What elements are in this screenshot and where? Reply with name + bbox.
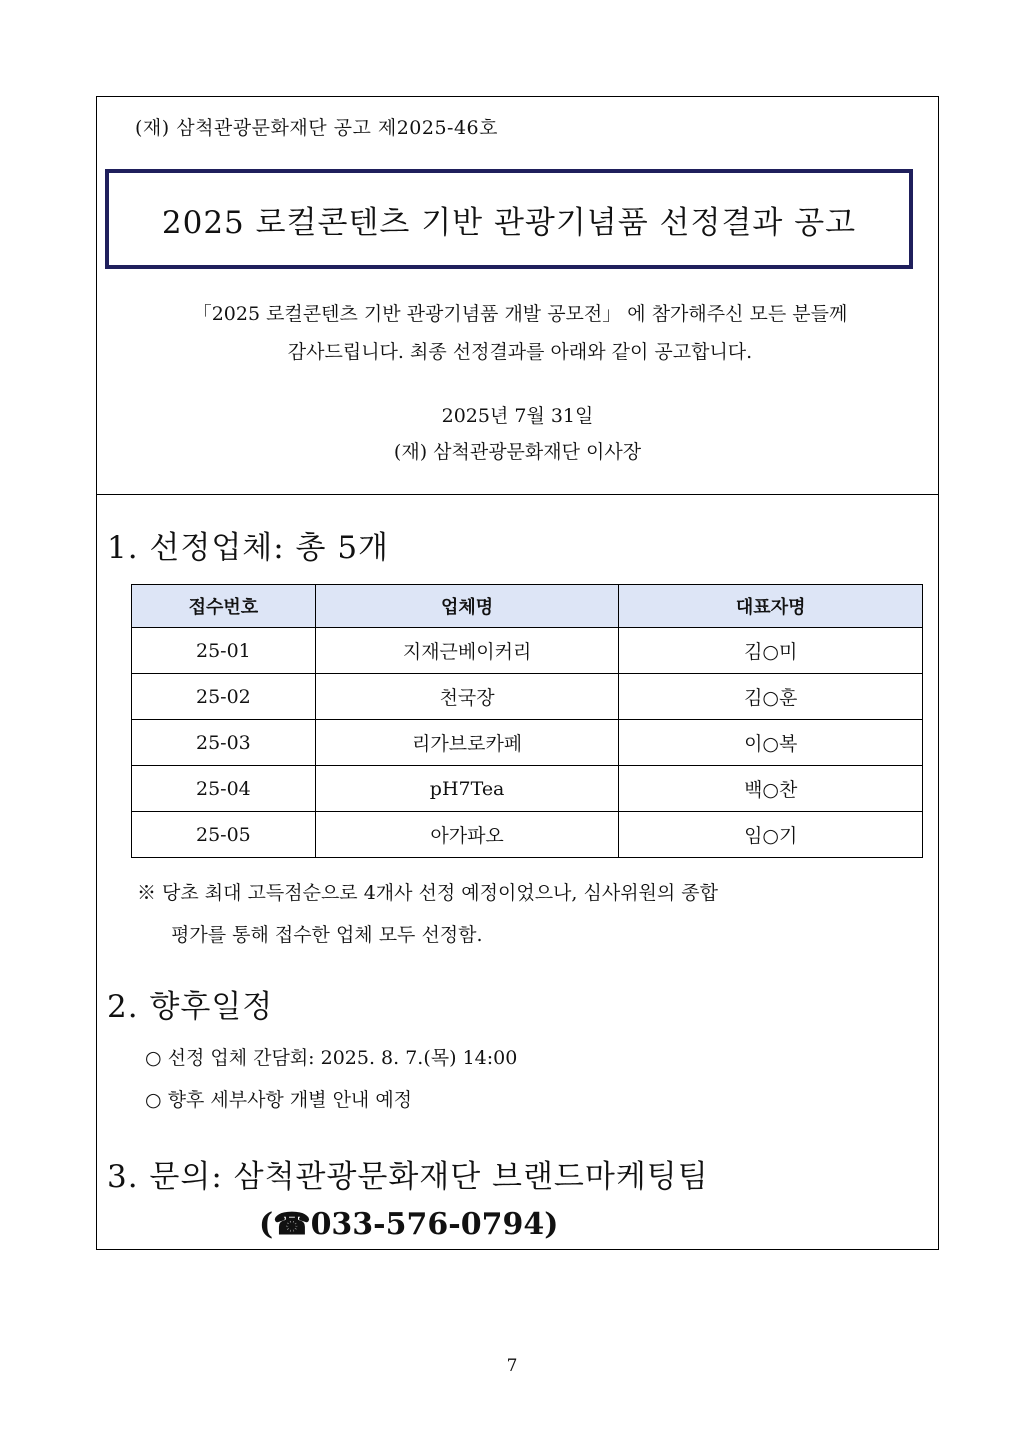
cell-representative: 김○훈 bbox=[619, 674, 923, 720]
cell-company: 아가파오 bbox=[315, 812, 619, 858]
page-title: 2025 로컬콘텐츠 기반 관광기념품 선정결과 공고 bbox=[161, 204, 857, 241]
note-line-2: 평가를 통해 접수한 업체 모두 선정함. bbox=[171, 924, 483, 946]
section1-heading: 1. 선정업체: 총 5개 bbox=[107, 530, 389, 566]
cell-representative: 이○복 bbox=[619, 720, 923, 766]
cell-representative: 임○기 bbox=[619, 812, 923, 858]
section2-heading: 2. 향후일정 bbox=[107, 989, 274, 1025]
notice-header-section bbox=[97, 97, 938, 495]
cell-receipt-no: 25-03 bbox=[132, 720, 316, 766]
column-header: 대표자명 bbox=[619, 585, 923, 628]
intro-line-1: 「2025 로컬콘텐츠 기반 관광기념품 개발 공모전」 에 참가해주신 모든 분들께 bbox=[192, 303, 848, 325]
column-header: 업체명 bbox=[315, 585, 619, 628]
cell-company: 지재근베이커리 bbox=[315, 628, 619, 674]
intro-line-2: 감사드립니다. 최종 선정결과를 아래와 같이 공고합니다. bbox=[287, 341, 753, 363]
cell-receipt-no: 25-04 bbox=[132, 766, 316, 812]
schedule-item: ○ 선정 업체 간담회: 2025. 8. 7.(목) 14:00 bbox=[145, 1047, 518, 1069]
column-header: 접수번호 bbox=[132, 585, 316, 628]
selection-note bbox=[137, 872, 917, 956]
cell-representative: 백○찬 bbox=[619, 766, 923, 812]
cell-company: pH7Tea bbox=[315, 766, 619, 812]
cell-representative: 김○미 bbox=[619, 628, 923, 674]
note-line-1: ※ 당초 최대 고득점순으로 4개사 선정 예정이었으나, 심사위원의 종합 bbox=[137, 882, 719, 904]
notice-date: 2025년 7월 31일 bbox=[441, 405, 594, 427]
notice-issuer: (재) 삼척관광문화재단 이사장 bbox=[393, 441, 642, 463]
title-box bbox=[105, 169, 913, 269]
notice-number: (재) 삼척관광문화재단 공고 제2025-46호 bbox=[135, 117, 498, 139]
cell-receipt-no: 25-02 bbox=[132, 674, 316, 720]
cell-company: 천국장 bbox=[315, 674, 619, 720]
table-header-row bbox=[132, 585, 923, 628]
cell-company: 리가브로카페 bbox=[315, 720, 619, 766]
table-row bbox=[132, 766, 923, 812]
schedule-item: ○ 향후 세부사항 개별 안내 예정 bbox=[145, 1089, 413, 1111]
table-row bbox=[132, 674, 923, 720]
contact-phone: (☎033-576-0794) bbox=[259, 1207, 559, 1242]
page-number: 7 bbox=[506, 1356, 518, 1376]
table-row bbox=[132, 628, 923, 674]
selected-companies-table bbox=[131, 584, 923, 858]
table-row bbox=[132, 812, 923, 858]
document-frame bbox=[96, 96, 939, 1250]
table-row bbox=[132, 720, 923, 766]
cell-receipt-no: 25-05 bbox=[132, 812, 316, 858]
intro-text bbox=[135, 295, 905, 371]
cell-receipt-no: 25-01 bbox=[132, 628, 316, 674]
section3-heading: 3. 문의: 삼척관광문화재단 브랜드마케팅팀 bbox=[107, 1159, 709, 1195]
